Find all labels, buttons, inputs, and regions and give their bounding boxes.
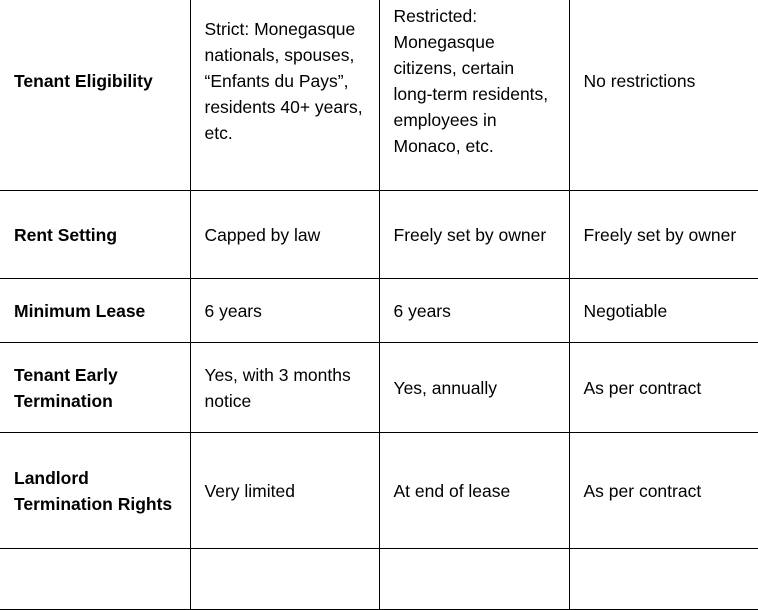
table-cell: Negotiable xyxy=(569,279,758,343)
row-label: Tenant Eligibility xyxy=(0,0,190,191)
table-row-tenant-early-termination xyxy=(0,343,758,433)
table-row-tenant-eligibility xyxy=(0,0,758,191)
table-row-partial xyxy=(0,549,758,610)
row-label: Landlord Termination Rights xyxy=(0,433,190,549)
table-cell: At end of lease xyxy=(379,433,569,549)
table-cell-empty xyxy=(190,549,379,610)
table-cell-empty xyxy=(569,549,758,610)
table-cell: No restrictions xyxy=(569,0,758,191)
table-cell: Freely set by owner xyxy=(569,191,758,279)
table-cell: As per contract xyxy=(569,343,758,433)
table-cell: 6 years xyxy=(190,279,379,343)
table-row-rent-setting xyxy=(0,191,758,279)
row-label: Rent Setting xyxy=(0,191,190,279)
row-label: Tenant Early Termination xyxy=(0,343,190,433)
table-cell-empty xyxy=(379,549,569,610)
table-row-minimum-lease xyxy=(0,279,758,343)
table-row-landlord-termination-rights xyxy=(0,433,758,549)
table-cell-empty xyxy=(0,549,190,610)
table-cell: Very limited xyxy=(190,433,379,549)
row-label: Minimum Lease xyxy=(0,279,190,343)
table-cell: Yes, annually xyxy=(379,343,569,433)
table-cell: Restricted: Monegasque citizens, certain long-term residents, employees in Monaco, etc. xyxy=(379,0,569,191)
table-cell: Capped by law xyxy=(190,191,379,279)
table-cell: Strict: Monegasque nationals, spouses, “Enfants du Pays”, residents 40+ years, etc. xyxy=(190,0,379,191)
table-cell: Yes, with 3 months notice xyxy=(190,343,379,433)
table-cell: As per contract xyxy=(569,433,758,549)
table-cell: 6 years xyxy=(379,279,569,343)
table-cell: Freely set by owner xyxy=(379,191,569,279)
